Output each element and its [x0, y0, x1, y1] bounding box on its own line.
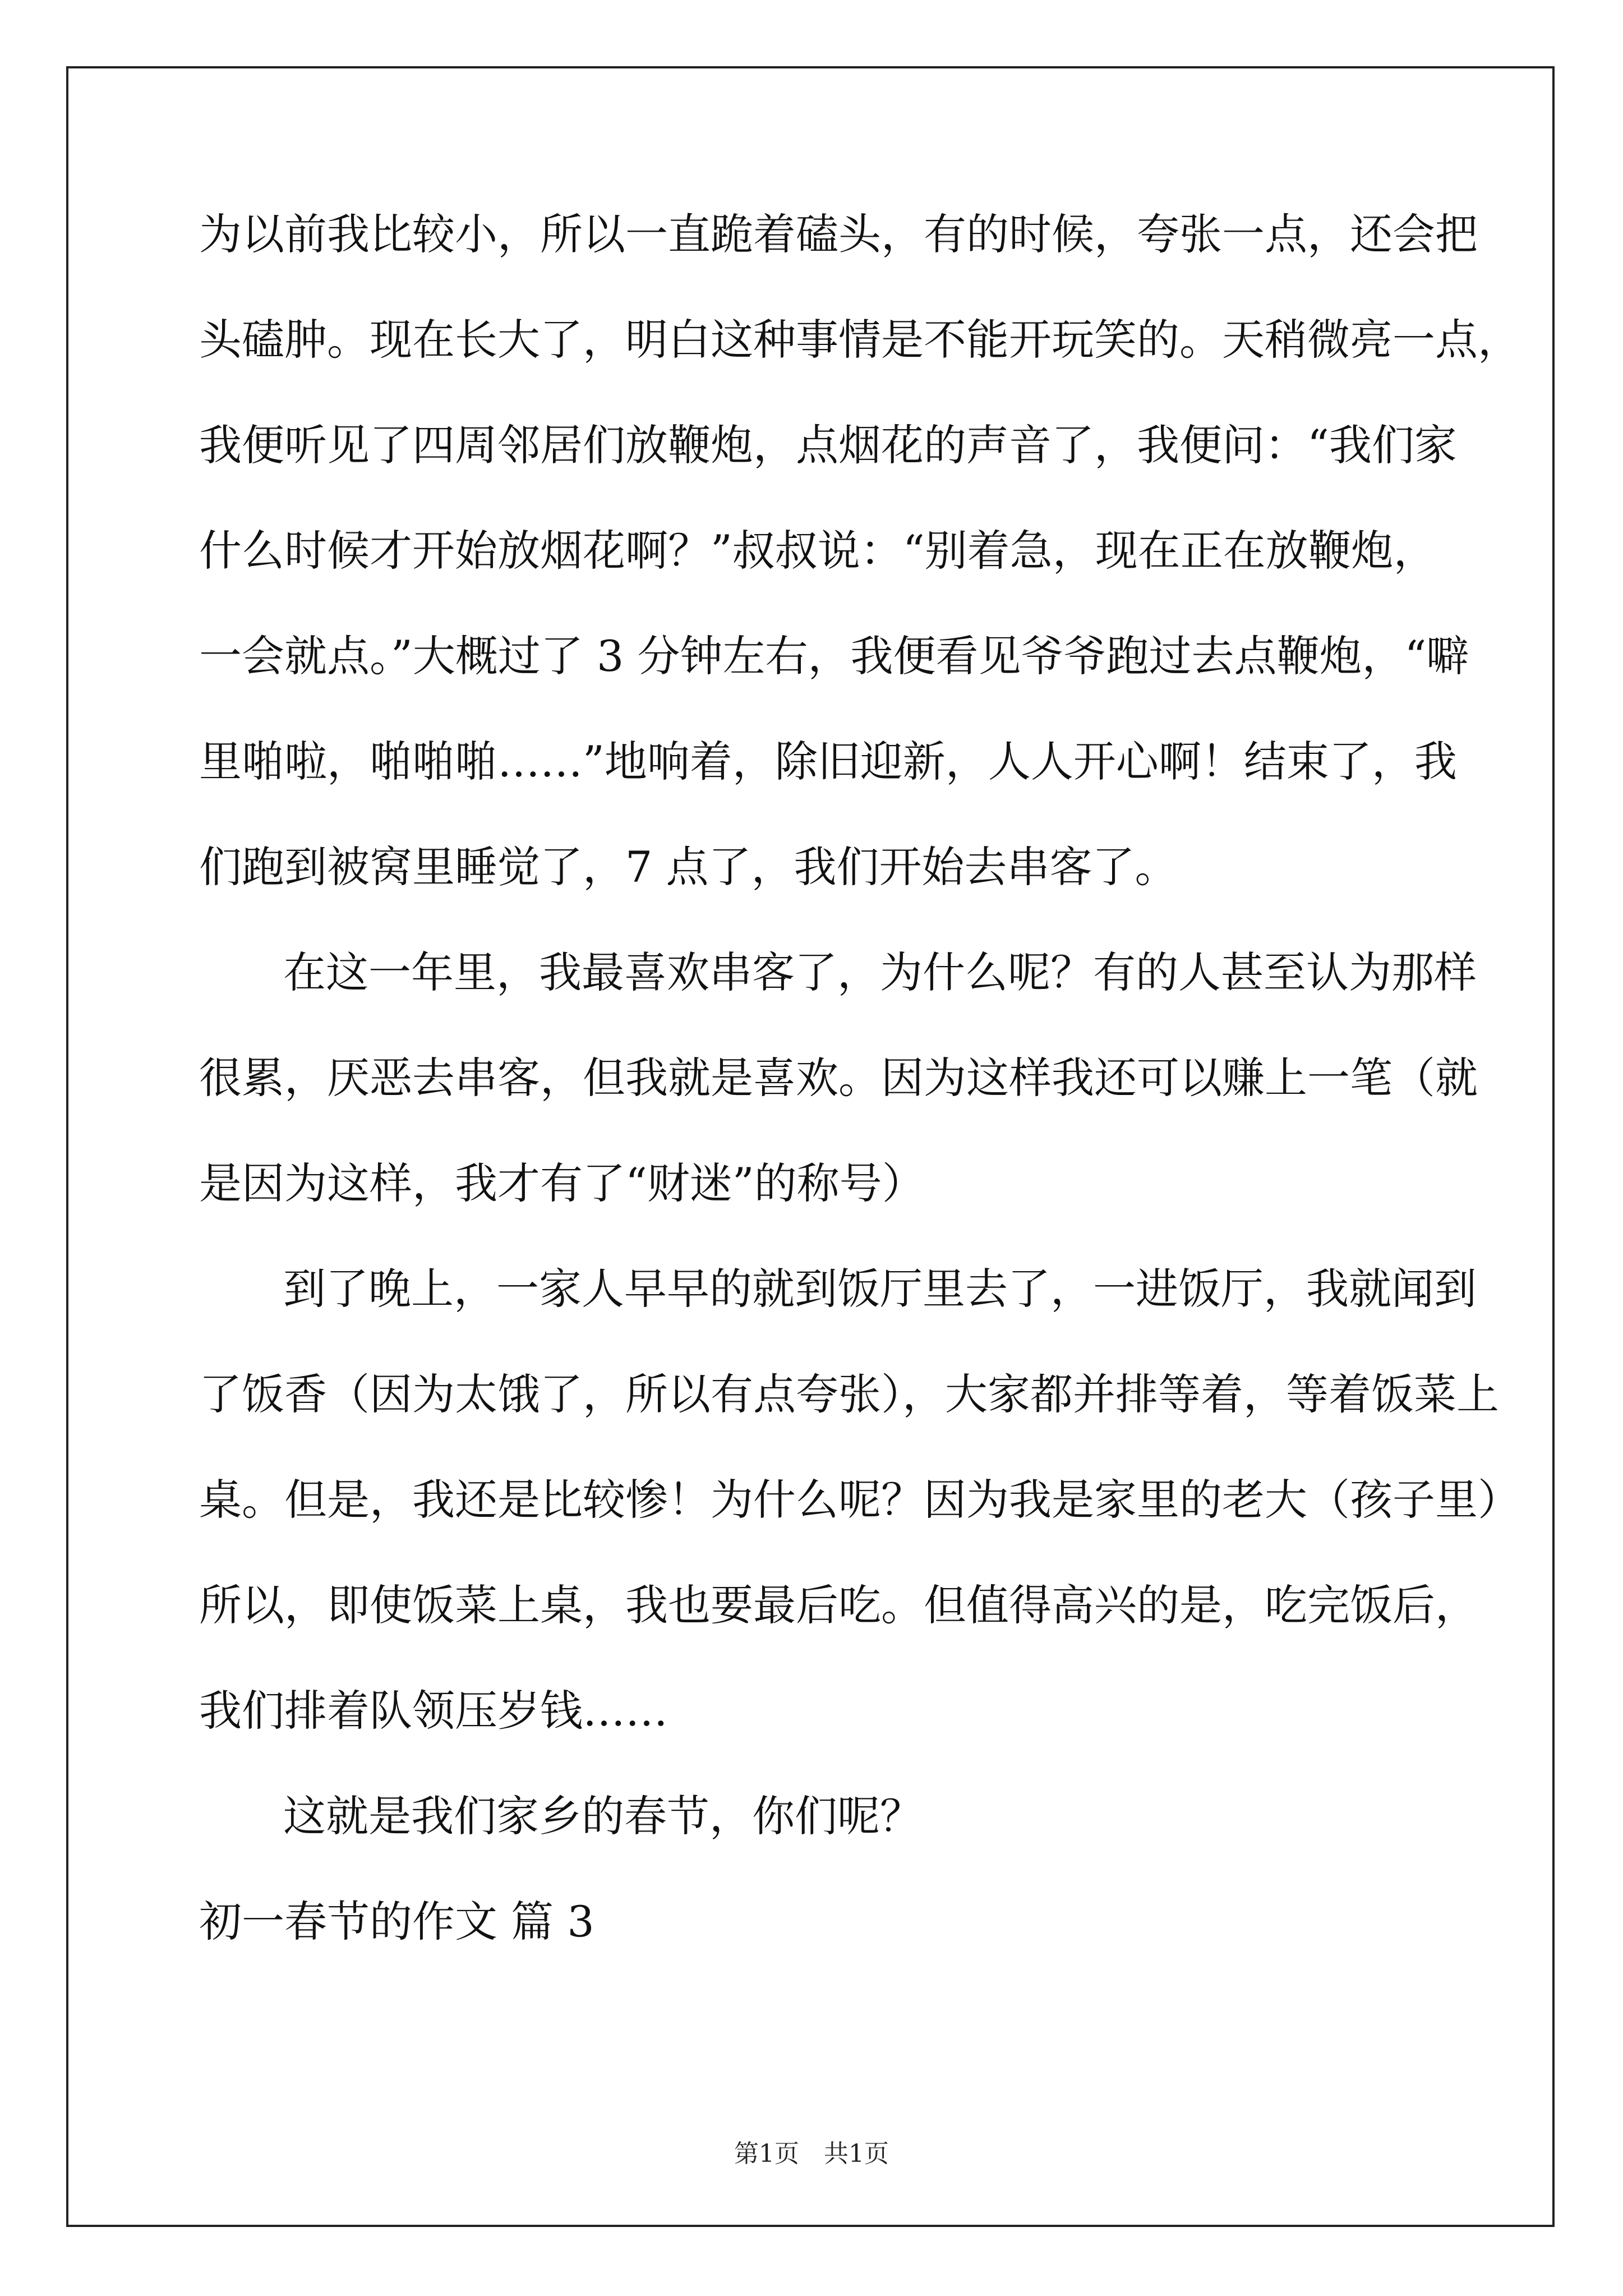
page-footer: 第1页 共1页: [734, 2139, 889, 2168]
text-line: 一会就点。”大概过了 3 分钟左右，我便看见爷爷跑过去点鞭炮，“噼: [199, 631, 1469, 681]
text-line: 头磕肿。现在长大了，明白这种事情是不能开玩笑的。天稍微亮一点，: [199, 315, 1520, 365]
text-line: 里啪啦，啪啪啪……”地响着，除旧迎新，人人开心啊！结束了，我: [199, 737, 1457, 786]
text-line: 了饭香（因为太饿了，所以有点夸张），大家都并排等着，等着饭菜上: [199, 1369, 1499, 1419]
text-line: 很累，厌恶去串客，但我就是喜欢。因为这样我还可以赚上一笔（就: [199, 1053, 1478, 1103]
text-line: 我便听见了四周邻居们放鞭炮，点烟花的声音了，我便问：“我们家: [199, 420, 1457, 470]
paragraph-first-line: 到了晚上，一家人早早的就到饭厅里去了，一进饭厅，我就闻到: [283, 1264, 1477, 1314]
text-line: 是因为这样，我才有了“财迷”的称号）: [199, 1158, 925, 1208]
text-line: 我们排着队领压岁钱……: [199, 1686, 668, 1736]
text-line: 们跑到被窝里睡觉了，7 点了，我们开始去串客了。: [199, 842, 1178, 892]
paragraph-first-line: 在这一年里，我最喜欢串客了，为什么呢？有的人甚至认为那样: [283, 947, 1477, 997]
document-body: [199, 209, 1520, 2006]
text-line: 桌。但是，我还是比较惨！为什么呢？因为我是家里的老大（孩子里）: [199, 1475, 1520, 1525]
paragraph-first-line: 这就是我们家乡的春节，你们呢？: [283, 1791, 923, 1841]
section-heading: 初一春节的作文 篇 3: [199, 1897, 594, 1947]
text-line: 为以前我比较小，所以一直跪着磕头，有的时候，夸张一点，还会把: [199, 209, 1478, 259]
text-line: 什么时候才开始放烟花啊？”叔叔说：“别着急，现在正在放鞭炮，: [199, 526, 1436, 576]
text-line: 所以，即使饭菜上桌，我也要最后吃。但值得高兴的是，吃完饭后，: [199, 1580, 1478, 1630]
